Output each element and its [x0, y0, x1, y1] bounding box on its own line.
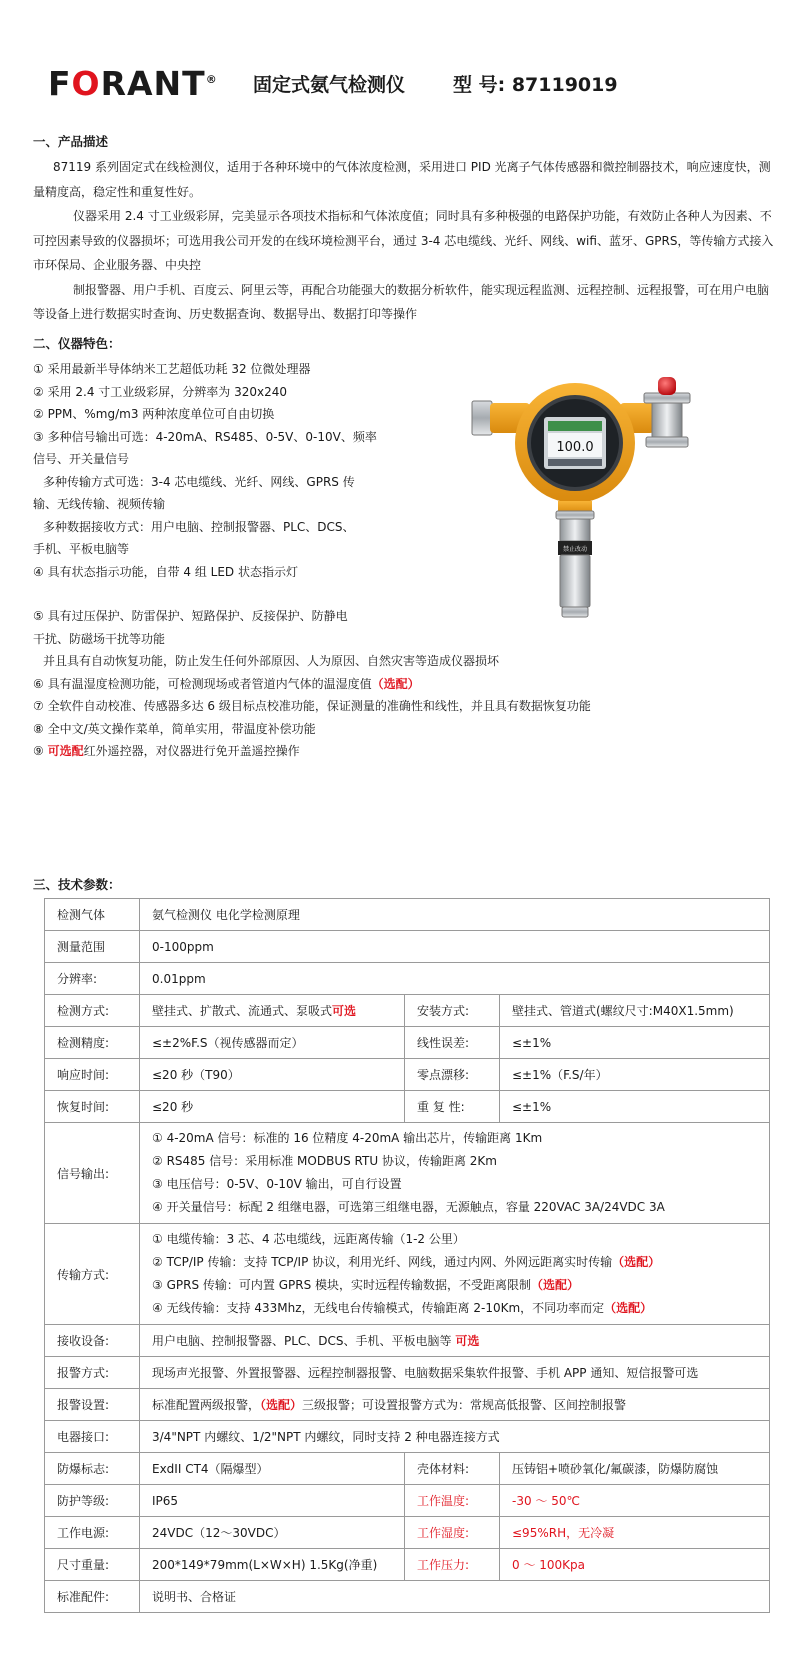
spec-label: 响应时间:	[45, 1059, 140, 1091]
spec-value: 壁挂式、管道式(螺纹尺寸:M40X1.5mm)	[500, 995, 770, 1027]
spec-value: ≤20 秒（T90）	[140, 1059, 405, 1091]
sensor-tag: 禁止改动	[562, 546, 588, 553]
screen-reading: 100.0	[556, 440, 594, 455]
table-row	[45, 1389, 770, 1421]
spec-value: 0 ～ 100Kpa	[500, 1549, 770, 1581]
spec-label: 报警设置:	[45, 1389, 140, 1421]
spec-value: 壁挂式、扩散式、流通式、泵吸式可选	[140, 995, 405, 1027]
product-image	[470, 375, 780, 630]
feature-item: ⑥ 具有温湿度检测功能，可检测现场或者管道内气体的温湿度值（选配）	[33, 676, 420, 691]
spec-table	[44, 898, 770, 1613]
table-row	[45, 1421, 770, 1453]
gas-detector-illustration	[470, 375, 780, 630]
spec-value: 说明书、合格证	[140, 1581, 770, 1613]
table-row	[45, 1485, 770, 1517]
table-row	[45, 1123, 770, 1224]
spec-value: ≤±1%（F.S/年）	[500, 1059, 770, 1091]
table-row	[45, 963, 770, 995]
spec-value: 氨气检测仪 电化学检测原理	[140, 899, 770, 931]
spec-label: 工作温度:	[405, 1485, 500, 1517]
spec-label: 工作湿度:	[405, 1517, 500, 1549]
feature-item: ② 采用 2.4 寸工业级彩屏，分辨率为 320x240	[33, 384, 288, 399]
optional-tag: （选配）	[371, 676, 420, 691]
spec-value: 0-100ppm	[140, 931, 770, 963]
spec-label: 检测气体	[45, 899, 140, 931]
table-row	[45, 995, 770, 1027]
table-row	[45, 931, 770, 963]
brand-logo: FORANT®	[48, 64, 218, 103]
table-row	[45, 1357, 770, 1389]
feature-item: ⑦ 全软件自动校准、传感器多达 6 级目标点校准功能，保证测量的准确性和线性，并且具有数据恢复功能	[33, 699, 591, 713]
section-heading-specs: 三、技术参数：	[33, 877, 121, 892]
feature-item: ⑨ 可选配红外遥控器，对仪器进行免开盖遥控操作	[33, 744, 300, 758]
optional-tag: （选配）	[260, 1398, 303, 1412]
feature-item: 多种数据接收方式：用户电脑、控制报警器、PLC、DCS、	[43, 519, 355, 534]
feature-item: ④ 具有状态指示功能，自带 4 组 LED 状态指示灯	[33, 564, 298, 579]
spec-line: ② TCP/IP 传输：支持 TCP/IP 协议，利用光纤、网线，通过内网、外网远距离实时传输（选配）	[152, 1255, 661, 1269]
spec-label: 线性误差:	[405, 1027, 500, 1059]
spec-value: ≤±1%	[500, 1027, 770, 1059]
optional-tag: （选配）	[612, 1255, 661, 1269]
table-row	[45, 1224, 770, 1325]
feature-item: ② PPM、%mg/m3 两种浓度单位可自由切换	[33, 407, 275, 421]
table-row	[45, 1549, 770, 1581]
spec-value: ≤±2%F.S（视传感器而定）	[140, 1027, 405, 1059]
table-row	[45, 1027, 770, 1059]
feature-item: ⑧ 全中文/英文操作菜单，简单实用，带温度补偿功能	[33, 721, 316, 736]
spec-label: 防护等级:	[45, 1485, 140, 1517]
table-row	[45, 1091, 770, 1123]
spec-label: 传输方式:	[45, 1224, 140, 1325]
spec-label: 电器接口:	[45, 1421, 140, 1453]
spec-label: 壳体材料:	[405, 1453, 500, 1485]
spec-label: 检测精度:	[45, 1027, 140, 1059]
spec-value: 现场声光报警、外置报警器、远程控制器报警、电脑数据采集软件报警、手机 APP 通知、短信报警可选	[140, 1357, 770, 1389]
spec-label: 信号输出:	[45, 1123, 140, 1224]
spec-label: 安装方式:	[405, 995, 500, 1027]
table-row	[45, 1059, 770, 1091]
table-row	[45, 1453, 770, 1485]
optional-tag: 可选	[332, 1004, 357, 1018]
optional-tag: （选配）	[531, 1278, 580, 1292]
spec-label: 接收设备:	[45, 1325, 140, 1357]
optional-tag: （选配）	[604, 1301, 653, 1315]
spec-label: 重 复 性:	[405, 1091, 500, 1123]
description-paragraph: 87119 系列固定式在线检测仪，适用于各种环境中的气体浓度检测，采用进口 PID 光离子气体传感器和微控制器技术，响应速度快，测量精度高，稳定性和重复性好。	[33, 160, 771, 199]
spec-label: 分辨率:	[45, 963, 140, 995]
spec-line: ④ 开关量信号：标配 2 组继电器，可选第三组继电器，无源触点，容量 220VAC 3A/24VDC 3A	[152, 1200, 665, 1214]
feature-item: 并且具有自动恢复功能，防止发生任何外部原因、人为原因、自然灾害等造成仪器损坏	[43, 654, 500, 668]
spec-value: 24VDC（12～30VDC）	[140, 1517, 405, 1549]
spec-label: 测量范围	[45, 931, 140, 963]
spec-value: 压铸铝+喷砂氧化/氟碳漆，防爆防腐蚀	[500, 1453, 770, 1485]
header	[48, 64, 768, 106]
table-row	[45, 899, 770, 931]
spec-line: ④ 无线传输：支持 433Mhz，无线电台传输模式，传输距离 2-10Km，不同功率而定（选配）	[152, 1301, 653, 1315]
optional-tag: 可选配	[47, 744, 84, 758]
spec-value: 0.01ppm	[140, 963, 770, 995]
spec-label: 工作电源:	[45, 1517, 140, 1549]
spec-line: ① 电缆传输：3 芯、4 芯电缆线，远距离传输（1-2 公里）	[152, 1232, 465, 1246]
table-row	[45, 1325, 770, 1357]
spec-value: 用户电脑、控制报警器、PLC、DCS、手机、平板电脑等 可选	[140, 1325, 770, 1357]
spec-label: 零点漂移:	[405, 1059, 500, 1091]
feature-item: 多种传输方式可选：3-4 芯电缆线、光纤、网线、GPRS 传	[43, 474, 355, 489]
spec-label: 尺寸重量:	[45, 1549, 140, 1581]
feature-item: ③ 多种信号输出可选：4-20mA、RS485、0-5V、0-10V、频率	[33, 429, 377, 444]
spec-value: -30 ～ 50℃	[500, 1485, 770, 1517]
spec-value	[140, 1224, 770, 1325]
spec-label: 恢复时间:	[45, 1091, 140, 1123]
feature-item: 输、无线传输、视频传输	[33, 497, 166, 511]
table-row	[45, 1581, 770, 1613]
feature-item: ① 采用最新半导体纳米工艺超低功耗 32 位微处理器	[33, 362, 311, 376]
spec-line: ③ 电压信号：0-5V、0-10V 输出，可自行设置	[152, 1177, 402, 1191]
spec-label: 防爆标志:	[45, 1453, 140, 1485]
table-row	[45, 1517, 770, 1549]
spec-line: ① 4-20mA 信号：标准的 16 位精度 4-20mA 输出芯片，传输距离 1Km	[152, 1131, 543, 1145]
feature-item: 手机、平板电脑等	[33, 542, 130, 556]
description-paragraph: 仪器采用 2.4 寸工业级彩屏，完美显示各项技术指标和气体浓度值；同时具有多种极强的电路保护功能，有效防止各种人为因素、不可控因素导致的仪器损坏；可选用我公司开发的在线环境检测平台，通过 3-4 芯电缆线、光纤、网线、wifi、蓝牙、GPRS，等传输方式接入市环保局、企业服务器、中央控	[33, 209, 774, 272]
product-model: 型 号: 87119019	[453, 74, 618, 96]
spec-value: 200*149*79mm(L×W×H) 1.5Kg(净重)	[140, 1549, 405, 1581]
spec-value: 标准配置两级报警，（选配）三级报警；可设置报警方式为：常规高低报警、区间控制报警	[140, 1389, 770, 1421]
feature-item: ⑤ 具有过压保护、防雷保护、短路保护、反接保护、防静电	[33, 609, 348, 623]
spec-value: ExdII CT4（隔爆型）	[140, 1453, 405, 1485]
spec-value: ≤95%RH，无冷凝	[500, 1517, 770, 1549]
spec-line: ③ GPRS 传输：可内置 GPRS 模块，实时远程传输数据，不受距离限制（选配）	[152, 1278, 580, 1292]
optional-tag: 可选	[455, 1334, 480, 1348]
spec-label: 报警方式:	[45, 1357, 140, 1389]
feature-item: 信号、开关量信号	[33, 452, 130, 466]
spec-value: 3/4"NPT 内螺纹、1/2"NPT 内螺纹，同时支持 2 种电器连接方式	[140, 1421, 770, 1453]
description-text	[33, 155, 779, 327]
spec-line: ② RS485 信号：采用标准 MODBUS RTU 协议，传输距离 2Km	[152, 1154, 497, 1168]
spec-value: IP65	[140, 1485, 405, 1517]
section-heading-description: 一、产品描述	[33, 134, 109, 149]
product-title: 固定式氨气检测仪	[253, 74, 406, 96]
spec-value: ≤20 秒	[140, 1091, 405, 1123]
spec-value: ≤±1%	[500, 1091, 770, 1123]
spec-label: 检测方式:	[45, 995, 140, 1027]
section-heading-features: 二、仪器特色：	[33, 336, 121, 351]
spec-value	[140, 1123, 770, 1224]
description-paragraph: 制报警器、用户手机、百度云、阿里云等，再配合功能强大的数据分析软件，能实现远程监测、远程控制、远程报警，可在用户电脑等设备上进行数据实时查询、历史数据查询、数据导出、数据打印等操作	[33, 282, 770, 321]
spec-label: 标准配件:	[45, 1581, 140, 1613]
spec-label: 工作压力:	[405, 1549, 500, 1581]
feature-item: 干扰、防磁场干扰等功能	[33, 631, 166, 646]
